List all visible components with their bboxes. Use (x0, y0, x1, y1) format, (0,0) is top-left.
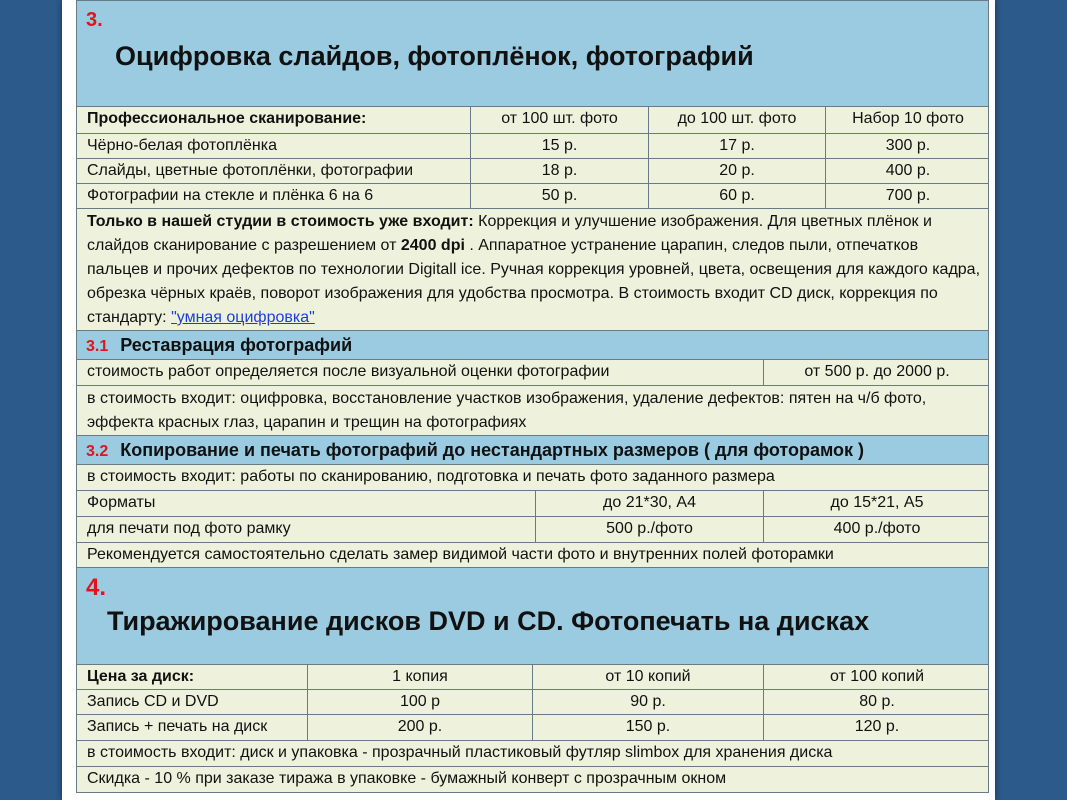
note-text-1: Коррекция и улучшение изображения. Для цветных плёнок и слайдов сканирование с разрешением от (87, 213, 932, 254)
table-cell: для печати под фото рамку (87, 520, 291, 537)
section-3-1-title: Реставрация фотографий (120, 335, 353, 355)
table-cell: 50 р. (470, 184, 648, 208)
table-row (76, 159, 989, 184)
note-paragraph (87, 210, 980, 330)
table-cell: до 21*30, А4 (535, 491, 763, 516)
table-cell: Чёрно-белая фотоплёнка (87, 137, 277, 154)
note-paragraph: в стоимость входит: оцифровка, восстановление участков изображения, удаление дефектов: пятен на ч/б фото, эффекта красных глаз, царапин и трещин на фотографиях (87, 390, 927, 431)
table-cell: 500 р./фото (535, 517, 763, 542)
table-row (76, 690, 989, 715)
table-cell: 200 р. (307, 715, 532, 740)
section-3-2-number: 3.2 (86, 443, 109, 460)
table-header-cell: до 100 шт. фото (648, 107, 825, 133)
section-3-header (76, 0, 989, 107)
table-header-cell: от 10 копий (532, 665, 763, 689)
table-cell: 15 р. (470, 134, 648, 158)
table-cell: Скидка - 10 % при заказе тиража в упаковке - бумажный конверт с прозрачным окном (87, 770, 727, 787)
table-row (76, 360, 989, 386)
table-header-cell: от 100 шт. фото (470, 107, 648, 133)
section-3-1-heading (86, 334, 352, 358)
table-cell: Рекомендуется самостоятельно сделать замер видимой части фото и внутренних полей фоторамки (87, 546, 834, 563)
table-cell: 20 р. (648, 159, 825, 183)
table-header-cell: Набор 10 фото (825, 107, 990, 133)
note-bold-lead: Только в нашей студии в стоимость уже входит: (87, 213, 474, 230)
table-cell: 17 р. (648, 134, 825, 158)
table-cell: стоимость работ определяется после визуальной оценки фотографии (87, 363, 610, 380)
table-row (76, 465, 989, 491)
table-row (76, 184, 989, 209)
note-dpi: 2400 dpi (400, 237, 465, 254)
table-cell: 90 р. (532, 690, 763, 714)
disc-table-header (76, 665, 989, 690)
table-cell: в стоимость входит: работы по сканированию, подготовка и печать фото заданного размера (87, 468, 775, 485)
section-3-2-title: Копирование и печать фотографий до нестандартных размеров ( для фоторамок ) (120, 440, 865, 460)
table-cell: 400 р. (825, 159, 990, 183)
section-3-1-number: 3.1 (86, 338, 109, 355)
table-cell: Фотографии на стекле и плёнка 6 на 6 (87, 187, 374, 204)
restoration-included-note (76, 386, 989, 436)
table-row (76, 715, 989, 741)
note-text-2: . Аппаратное устранение царапин, следов пыли, отпечатков пальцев и прочих дефектов по технологии Digitall ice. Ручная коррекция уровней, цвета, освещения для каждого кадра, обрезка чёрных краёв, поворот изображения для удобства просмотра. В стоимость входит CD диск, коррекция по стандарту: (87, 237, 981, 326)
table-cell: в стоимость входит: диск и упаковка - прозрачный пластиковый футляр slimbox для хранения диска (87, 744, 833, 761)
section-4-number: 4. (86, 574, 107, 601)
table-cell: 400 р./фото (763, 517, 990, 542)
table-header-cell: Профессиональное сканирование: (87, 110, 367, 127)
scan-table-header (76, 107, 989, 134)
table-row (76, 741, 989, 767)
table-cell: Запись CD и DVD (87, 693, 219, 710)
table-cell: Форматы (87, 494, 156, 511)
scan-included-note (76, 209, 989, 331)
table-header-cell: Цена за диск: (87, 668, 195, 685)
table-cell: 80 р. (763, 690, 990, 714)
table-cell: Запись + печать на диск (87, 718, 268, 735)
table-row (76, 517, 989, 543)
table-cell: 300 р. (825, 134, 990, 158)
table-row (76, 767, 989, 793)
section-3-2-header (76, 436, 989, 465)
table-cell: 700 р. (825, 184, 990, 208)
section-3-2-heading (86, 439, 864, 463)
smart-digitization-link[interactable]: "умная оцифровка" (171, 309, 315, 326)
table-cell: 100 р (307, 690, 532, 714)
table-cell: до 15*21, А5 (763, 491, 990, 516)
table-header-cell: от 100 копий (763, 665, 990, 689)
section-4-title: Тиражирование дисков DVD и CD. Фотопечать на дисках (107, 606, 870, 636)
section-3-number: 3. (86, 9, 103, 31)
section-3-title: Оцифровка слайдов, фотоплёнок, фотографий (115, 41, 754, 71)
section-4-header (76, 568, 989, 665)
table-cell: 18 р. (470, 159, 648, 183)
table-cell: Слайды, цветные фотоплёнки, фотографии (87, 162, 414, 179)
table-cell: от 500 р. до 2000 р. (763, 360, 990, 385)
table-header-cell: 1 копия (307, 665, 532, 689)
table-cell: 120 р. (763, 715, 990, 740)
table-cell: 60 р. (648, 184, 825, 208)
table-row (76, 543, 989, 568)
table-row (76, 134, 989, 159)
table-row (76, 491, 989, 517)
table-cell: 150 р. (532, 715, 763, 740)
section-3-1-header (76, 331, 989, 360)
